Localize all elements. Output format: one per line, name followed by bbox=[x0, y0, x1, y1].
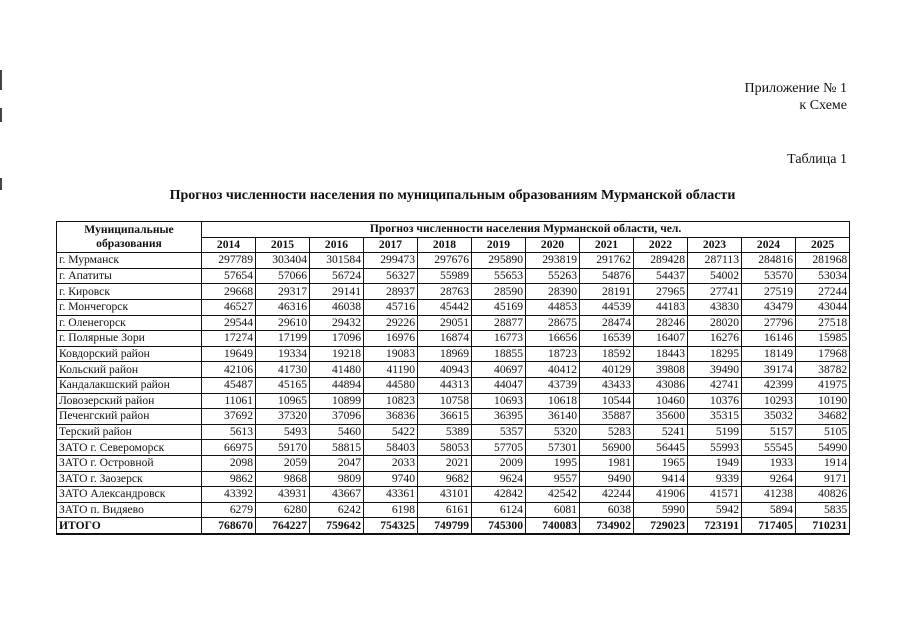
table-row bbox=[57, 299, 850, 315]
population-value-cell: 54437 bbox=[634, 268, 688, 284]
table-row bbox=[57, 502, 850, 518]
population-value-cell: 41238 bbox=[742, 487, 796, 503]
population-value-cell: 46316 bbox=[256, 299, 310, 315]
population-value-cell: 6242 bbox=[310, 502, 364, 518]
population-value-cell: 43479 bbox=[742, 299, 796, 315]
population-value-cell: 303404 bbox=[256, 253, 310, 269]
population-value-cell: 5460 bbox=[310, 424, 364, 440]
population-value-cell: 36836 bbox=[364, 409, 418, 425]
total-value-cell: 734902 bbox=[580, 518, 634, 534]
population-value-cell: 289428 bbox=[634, 253, 688, 269]
population-value-cell: 2098 bbox=[202, 455, 256, 471]
population-value-cell: 16146 bbox=[742, 331, 796, 347]
year-header-2025: 2025 bbox=[796, 237, 850, 253]
population-value-cell: 1965 bbox=[634, 455, 688, 471]
population-value-cell: 16874 bbox=[418, 331, 472, 347]
population-value-cell: 10293 bbox=[742, 393, 796, 409]
population-value-cell: 41571 bbox=[688, 487, 742, 503]
population-value-cell: 18855 bbox=[472, 346, 526, 362]
population-value-cell: 54002 bbox=[688, 268, 742, 284]
table-row bbox=[57, 409, 850, 425]
population-value-cell: 6198 bbox=[364, 502, 418, 518]
total-value-cell: 717405 bbox=[742, 518, 796, 534]
population-value-cell: 19334 bbox=[256, 346, 310, 362]
table-row bbox=[57, 471, 850, 487]
population-value-cell: 16407 bbox=[634, 331, 688, 347]
population-value-cell: 27741 bbox=[688, 284, 742, 300]
population-value-cell: 28474 bbox=[580, 315, 634, 331]
population-value-cell: 37320 bbox=[256, 409, 310, 425]
table-row bbox=[57, 284, 850, 300]
municipality-name: Терский район bbox=[57, 424, 202, 440]
table-row bbox=[57, 455, 850, 471]
population-value-cell: 1949 bbox=[688, 455, 742, 471]
total-value-cell: 745300 bbox=[472, 518, 526, 534]
annex-note bbox=[745, 80, 848, 114]
population-value-cell: 37692 bbox=[202, 409, 256, 425]
population-value-cell: 2059 bbox=[256, 455, 310, 471]
population-value-cell: 55993 bbox=[688, 440, 742, 456]
population-value-cell: 2021 bbox=[418, 455, 472, 471]
population-value-cell: 28590 bbox=[472, 284, 526, 300]
population-value-cell: 5283 bbox=[580, 424, 634, 440]
table-row bbox=[57, 487, 850, 503]
population-value-cell: 42741 bbox=[688, 377, 742, 393]
population-value-cell: 58403 bbox=[364, 440, 418, 456]
population-value-cell: 28020 bbox=[688, 315, 742, 331]
table-row bbox=[57, 268, 850, 284]
population-value-cell: 45165 bbox=[256, 377, 310, 393]
municipality-name: Ковдорский район bbox=[57, 346, 202, 362]
population-value-cell: 297789 bbox=[202, 253, 256, 269]
total-value-cell: 764227 bbox=[256, 518, 310, 534]
population-value-cell: 44853 bbox=[526, 299, 580, 315]
column-header-municipality bbox=[57, 222, 202, 253]
population-value-cell: 5613 bbox=[202, 424, 256, 440]
population-value-cell: 19218 bbox=[310, 346, 364, 362]
scan-mark bbox=[0, 108, 2, 122]
population-value-cell: 34682 bbox=[796, 409, 850, 425]
population-value-cell: 40943 bbox=[418, 362, 472, 378]
population-value-cell: 43361 bbox=[364, 487, 418, 503]
population-value-cell: 29317 bbox=[256, 284, 310, 300]
population-value-cell: 41975 bbox=[796, 377, 850, 393]
year-header-2021: 2021 bbox=[580, 237, 634, 253]
population-value-cell: 42542 bbox=[526, 487, 580, 503]
document-title: Прогноз численности населения по муниципальным образованиям Мурманской области bbox=[169, 188, 736, 203]
population-value-cell: 27519 bbox=[742, 284, 796, 300]
population-value-cell: 43931 bbox=[256, 487, 310, 503]
year-header-2020: 2020 bbox=[526, 237, 580, 253]
population-value-cell: 6038 bbox=[580, 502, 634, 518]
annex-line-1: Приложение № 1 bbox=[744, 81, 847, 96]
population-value-cell: 10758 bbox=[418, 393, 472, 409]
population-value-cell: 56445 bbox=[634, 440, 688, 456]
population-value-cell: 27244 bbox=[796, 284, 850, 300]
population-value-cell: 54876 bbox=[580, 268, 634, 284]
population-value-cell: 45487 bbox=[202, 377, 256, 393]
total-label: ИТОГО bbox=[57, 518, 202, 534]
population-value-cell: 43392 bbox=[202, 487, 256, 503]
population-value-cell: 9171 bbox=[796, 471, 850, 487]
population-value-cell: 56327 bbox=[364, 268, 418, 284]
scan-margin-marks bbox=[0, 70, 2, 190]
population-value-cell: 9557 bbox=[526, 471, 580, 487]
population-value-cell: 10823 bbox=[364, 393, 418, 409]
population-value-cell: 5422 bbox=[364, 424, 418, 440]
year-header-2018: 2018 bbox=[418, 237, 472, 253]
population-value-cell: 53570 bbox=[742, 268, 796, 284]
population-value-cell: 56724 bbox=[310, 268, 364, 284]
population-value-cell: 42842 bbox=[472, 487, 526, 503]
table-row bbox=[57, 315, 850, 331]
population-value-cell: 42244 bbox=[580, 487, 634, 503]
population-value-cell: 36615 bbox=[418, 409, 472, 425]
municipality-name: ЗАТО п. Видяево bbox=[57, 502, 202, 518]
population-value-cell: 6124 bbox=[472, 502, 526, 518]
population-value-cell: 59170 bbox=[256, 440, 310, 456]
population-value-cell: 28675 bbox=[526, 315, 580, 331]
population-value-cell: 5157 bbox=[742, 424, 796, 440]
population-value-cell: 40697 bbox=[472, 362, 526, 378]
population-value-cell: 29226 bbox=[364, 315, 418, 331]
year-header-2024: 2024 bbox=[742, 237, 796, 253]
population-value-cell: 29432 bbox=[310, 315, 364, 331]
population-value-cell: 10376 bbox=[688, 393, 742, 409]
population-value-cell: 46527 bbox=[202, 299, 256, 315]
municipality-name: г. Кировск bbox=[57, 284, 202, 300]
population-value-cell: 35032 bbox=[742, 409, 796, 425]
population-value-cell: 27965 bbox=[634, 284, 688, 300]
population-value-cell: 44539 bbox=[580, 299, 634, 315]
table-row bbox=[57, 253, 850, 269]
population-value-cell: 9490 bbox=[580, 471, 634, 487]
population-value-cell: 35887 bbox=[580, 409, 634, 425]
population-value-cell: 9740 bbox=[364, 471, 418, 487]
total-value-cell: 759642 bbox=[310, 518, 364, 534]
population-forecast-table bbox=[56, 221, 850, 535]
population-value-cell: 10460 bbox=[634, 393, 688, 409]
population-value-cell: 9862 bbox=[202, 471, 256, 487]
population-value-cell: 11061 bbox=[202, 393, 256, 409]
population-value-cell: 1914 bbox=[796, 455, 850, 471]
population-value-cell: 45169 bbox=[472, 299, 526, 315]
scan-mark bbox=[0, 70, 2, 90]
population-value-cell: 6280 bbox=[256, 502, 310, 518]
population-value-cell: 44047 bbox=[472, 377, 526, 393]
municipality-name: Кандалакшский район bbox=[57, 377, 202, 393]
table-row bbox=[57, 377, 850, 393]
population-value-cell: 10899 bbox=[310, 393, 364, 409]
municipality-name: г. Мурманск bbox=[57, 253, 202, 269]
municipality-name: ЗАТО Александровск bbox=[57, 487, 202, 503]
population-value-cell: 6081 bbox=[526, 502, 580, 518]
population-value-cell: 5105 bbox=[796, 424, 850, 440]
total-value-cell: 710231 bbox=[796, 518, 850, 534]
population-value-cell: 41906 bbox=[634, 487, 688, 503]
population-value-cell: 35315 bbox=[688, 409, 742, 425]
population-value-cell: 293819 bbox=[526, 253, 580, 269]
population-value-cell: 39808 bbox=[634, 362, 688, 378]
population-value-cell: 5835 bbox=[796, 502, 850, 518]
population-value-cell: 5357 bbox=[472, 424, 526, 440]
population-value-cell: 16656 bbox=[526, 331, 580, 347]
population-value-cell: 18443 bbox=[634, 346, 688, 362]
population-value-cell: 9264 bbox=[742, 471, 796, 487]
population-value-cell: 17274 bbox=[202, 331, 256, 347]
population-value-cell: 16773 bbox=[472, 331, 526, 347]
population-value-cell: 9682 bbox=[418, 471, 472, 487]
population-value-cell: 43044 bbox=[796, 299, 850, 315]
population-value-cell: 2047 bbox=[310, 455, 364, 471]
population-value-cell: 27796 bbox=[742, 315, 796, 331]
population-value-cell: 301584 bbox=[310, 253, 364, 269]
population-value-cell: 9339 bbox=[688, 471, 742, 487]
population-value-cell: 5241 bbox=[634, 424, 688, 440]
total-value-cell: 749799 bbox=[418, 518, 472, 534]
population-value-cell: 42106 bbox=[202, 362, 256, 378]
municipality-name: Кольский район bbox=[57, 362, 202, 378]
population-value-cell: 36140 bbox=[526, 409, 580, 425]
population-value-cell: 2033 bbox=[364, 455, 418, 471]
population-value-cell: 39490 bbox=[688, 362, 742, 378]
population-value-cell: 1995 bbox=[526, 455, 580, 471]
population-value-cell: 28191 bbox=[580, 284, 634, 300]
table-header-row-1 bbox=[57, 222, 850, 238]
table-row bbox=[57, 346, 850, 362]
population-value-cell: 55545 bbox=[742, 440, 796, 456]
annex-line-2: к Схеме bbox=[799, 98, 847, 113]
population-value-cell: 281968 bbox=[796, 253, 850, 269]
municipality-name: ЗАТО г. Североморск bbox=[57, 440, 202, 456]
population-value-cell: 38782 bbox=[796, 362, 850, 378]
population-value-cell: 55653 bbox=[472, 268, 526, 284]
total-value-cell: 729023 bbox=[634, 518, 688, 534]
population-value-cell: 35600 bbox=[634, 409, 688, 425]
population-value-cell: 9624 bbox=[472, 471, 526, 487]
municipality-name: Ловозерский район bbox=[57, 393, 202, 409]
population-value-cell: 28877 bbox=[472, 315, 526, 331]
population-value-cell: 44313 bbox=[418, 377, 472, 393]
population-value-cell: 16276 bbox=[688, 331, 742, 347]
population-value-cell: 27518 bbox=[796, 315, 850, 331]
population-value-cell: 19083 bbox=[364, 346, 418, 362]
population-value-cell: 1933 bbox=[742, 455, 796, 471]
population-value-cell: 28763 bbox=[418, 284, 472, 300]
total-value-cell: 754325 bbox=[364, 518, 418, 534]
population-value-cell: 66975 bbox=[202, 440, 256, 456]
table-row bbox=[57, 424, 850, 440]
population-value-cell: 57705 bbox=[472, 440, 526, 456]
population-value-cell: 29544 bbox=[202, 315, 256, 331]
population-value-cell: 10693 bbox=[472, 393, 526, 409]
population-value-cell: 10618 bbox=[526, 393, 580, 409]
population-value-cell: 28937 bbox=[364, 284, 418, 300]
population-value-cell: 56900 bbox=[580, 440, 634, 456]
population-value-cell: 28390 bbox=[526, 284, 580, 300]
population-value-cell: 44183 bbox=[634, 299, 688, 315]
population-value-cell: 287113 bbox=[688, 253, 742, 269]
column-header-municipality-line-1: Муниципальные bbox=[84, 223, 174, 237]
municipality-name: Печенгский район bbox=[57, 409, 202, 425]
population-value-cell: 28246 bbox=[634, 315, 688, 331]
population-value-cell: 29668 bbox=[202, 284, 256, 300]
population-value-cell: 29051 bbox=[418, 315, 472, 331]
column-header-municipality-line-2: образования bbox=[96, 237, 162, 251]
population-value-cell: 5894 bbox=[742, 502, 796, 518]
total-row bbox=[57, 518, 850, 534]
population-value-cell: 55263 bbox=[526, 268, 580, 284]
table-row bbox=[57, 393, 850, 409]
population-value-cell: 297676 bbox=[418, 253, 472, 269]
population-value-cell: 45716 bbox=[364, 299, 418, 315]
population-value-cell: 5990 bbox=[634, 502, 688, 518]
population-value-cell: 2009 bbox=[472, 455, 526, 471]
population-value-cell: 57301 bbox=[526, 440, 580, 456]
total-value-cell: 768670 bbox=[202, 518, 256, 534]
population-value-cell: 42399 bbox=[742, 377, 796, 393]
population-value-cell: 43830 bbox=[688, 299, 742, 315]
population-value-cell: 57066 bbox=[256, 268, 310, 284]
population-value-cell: 5389 bbox=[418, 424, 472, 440]
population-value-cell: 57654 bbox=[202, 268, 256, 284]
population-value-cell: 16976 bbox=[364, 331, 418, 347]
population-value-cell: 5199 bbox=[688, 424, 742, 440]
population-value-cell: 29141 bbox=[310, 284, 364, 300]
total-value-cell: 723191 bbox=[688, 518, 742, 534]
population-value-cell: 1981 bbox=[580, 455, 634, 471]
population-value-cell: 41190 bbox=[364, 362, 418, 378]
municipality-name: г. Полярные Зори bbox=[57, 331, 202, 347]
population-value-cell: 43086 bbox=[634, 377, 688, 393]
table-row bbox=[57, 440, 850, 456]
table-row bbox=[57, 331, 850, 347]
population-value-cell: 18723 bbox=[526, 346, 580, 362]
municipality-name: ЗАТО г. Островной bbox=[57, 455, 202, 471]
population-value-cell: 10190 bbox=[796, 393, 850, 409]
population-value-cell: 43739 bbox=[526, 377, 580, 393]
population-value-cell: 19649 bbox=[202, 346, 256, 362]
population-value-cell: 295890 bbox=[472, 253, 526, 269]
municipality-name: г. Апатиты bbox=[57, 268, 202, 284]
year-header-2022: 2022 bbox=[634, 237, 688, 253]
population-value-cell: 284816 bbox=[742, 253, 796, 269]
municipality-name: г. Оленегорск bbox=[57, 315, 202, 331]
table-row bbox=[57, 362, 850, 378]
year-header-2023: 2023 bbox=[688, 237, 742, 253]
population-value-cell: 45442 bbox=[418, 299, 472, 315]
year-header-2016: 2016 bbox=[310, 237, 364, 253]
total-value-cell: 740083 bbox=[526, 518, 580, 534]
population-value-cell: 46038 bbox=[310, 299, 364, 315]
population-value-cell: 9868 bbox=[256, 471, 310, 487]
population-value-cell: 58053 bbox=[418, 440, 472, 456]
group-header-forecast: Прогноз численности населения Мурманской области, чел. bbox=[202, 222, 850, 238]
year-header-2015: 2015 bbox=[256, 237, 310, 253]
population-value-cell: 18592 bbox=[580, 346, 634, 362]
population-value-cell: 37096 bbox=[310, 409, 364, 425]
population-value-cell: 17199 bbox=[256, 331, 310, 347]
population-value-cell: 9414 bbox=[634, 471, 688, 487]
population-value-cell: 18969 bbox=[418, 346, 472, 362]
population-value-cell: 43433 bbox=[580, 377, 634, 393]
year-header-2017: 2017 bbox=[364, 237, 418, 253]
population-value-cell: 40826 bbox=[796, 487, 850, 503]
population-value-cell: 41480 bbox=[310, 362, 364, 378]
population-value-cell: 10965 bbox=[256, 393, 310, 409]
population-value-cell: 36395 bbox=[472, 409, 526, 425]
population-value-cell: 58815 bbox=[310, 440, 364, 456]
population-value-cell: 43667 bbox=[310, 487, 364, 503]
population-value-cell: 39174 bbox=[742, 362, 796, 378]
population-value-cell: 6279 bbox=[202, 502, 256, 518]
population-value-cell: 17968 bbox=[796, 346, 850, 362]
population-value-cell: 40129 bbox=[580, 362, 634, 378]
population-value-cell: 44894 bbox=[310, 377, 364, 393]
year-header-2019: 2019 bbox=[472, 237, 526, 253]
population-value-cell: 291762 bbox=[580, 253, 634, 269]
population-value-cell: 40412 bbox=[526, 362, 580, 378]
table-body bbox=[57, 253, 850, 534]
population-value-cell: 6161 bbox=[418, 502, 472, 518]
population-value-cell: 5942 bbox=[688, 502, 742, 518]
population-value-cell: 43101 bbox=[418, 487, 472, 503]
municipality-name: ЗАТО г. Заозерск bbox=[57, 471, 202, 487]
population-value-cell: 44580 bbox=[364, 377, 418, 393]
population-value-cell: 18295 bbox=[688, 346, 742, 362]
table-label: Таблица 1 bbox=[787, 152, 847, 167]
population-value-cell: 54990 bbox=[796, 440, 850, 456]
population-value-cell: 41730 bbox=[256, 362, 310, 378]
population-value-cell: 15985 bbox=[796, 331, 850, 347]
population-value-cell: 299473 bbox=[364, 253, 418, 269]
population-value-cell: 55989 bbox=[418, 268, 472, 284]
population-value-cell: 29610 bbox=[256, 315, 310, 331]
population-value-cell: 10544 bbox=[580, 393, 634, 409]
population-value-cell: 5320 bbox=[526, 424, 580, 440]
population-value-cell: 53034 bbox=[796, 268, 850, 284]
population-value-cell: 18149 bbox=[742, 346, 796, 362]
population-value-cell: 17096 bbox=[310, 331, 364, 347]
population-value-cell: 5493 bbox=[256, 424, 310, 440]
municipality-name: г. Мончегорск bbox=[57, 299, 202, 315]
population-value-cell: 9809 bbox=[310, 471, 364, 487]
population-value-cell: 16539 bbox=[580, 331, 634, 347]
year-header-2014: 2014 bbox=[202, 237, 256, 253]
